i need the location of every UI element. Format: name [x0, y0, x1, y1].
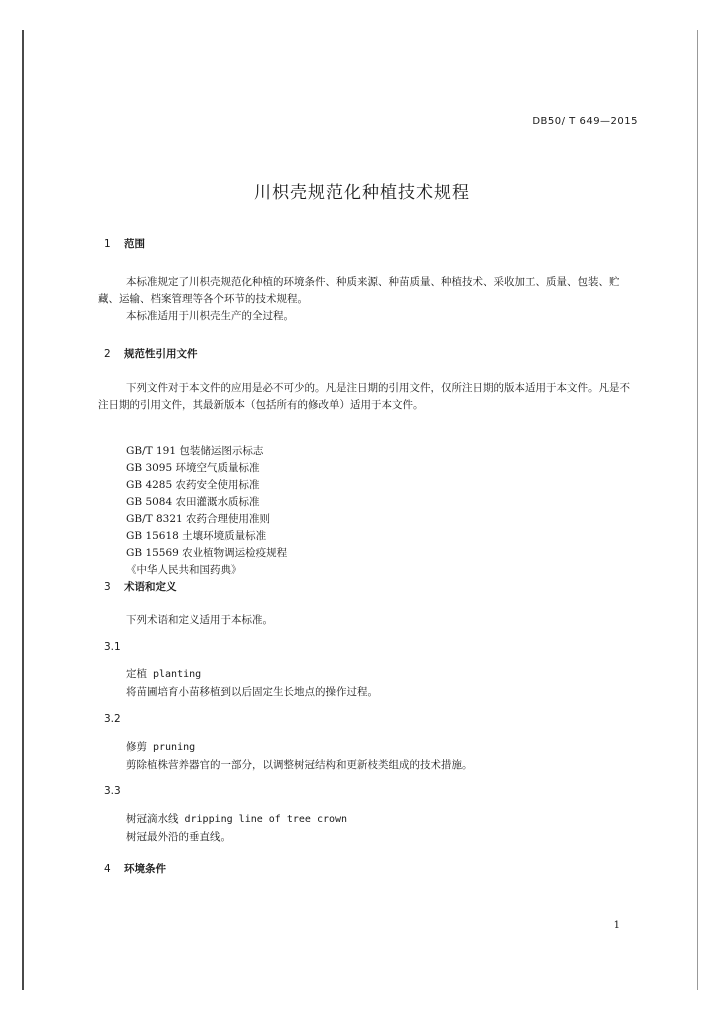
term-zh: 树冠滴水线 — [126, 813, 179, 825]
section-title: 范围 — [124, 238, 145, 250]
section-heading-3 — [104, 579, 177, 594]
section-number: 3 — [104, 581, 111, 593]
standard-code: DB50/ T 649—2015 — [532, 116, 638, 127]
reference-item: GB 4285 农药安全使用标准 — [126, 479, 260, 491]
document-title: 川枳壳规范化种植技术规程 — [254, 183, 470, 203]
clause-number: 3.2 — [104, 713, 121, 725]
reference-item: GB/T 191 包装储运图示标志 — [126, 445, 264, 457]
term-en: pruning — [153, 742, 196, 753]
term-zh: 修剪 — [126, 741, 147, 753]
section-number: 4 — [104, 863, 111, 875]
reference-list — [126, 443, 287, 579]
section-number: 1 — [104, 238, 111, 250]
scan-edge-line — [22, 30, 24, 990]
section-title: 环境条件 — [124, 863, 166, 875]
term-entry — [126, 666, 201, 681]
clause-number: 3.1 — [104, 641, 121, 653]
section-heading-2 — [104, 346, 198, 361]
page-number: 1 — [613, 920, 620, 931]
term-en: planting — [153, 669, 202, 680]
scope-applicability: 本标准适用于川枳壳生产的全过程。 — [126, 310, 294, 322]
term-entry — [126, 811, 347, 826]
section-number: 2 — [104, 348, 111, 360]
reference-item: 《中华人民共和国药典》 — [126, 564, 242, 576]
reference-item: GB/T 8321 农药合理使用准则 — [126, 513, 271, 525]
term-zh: 定植 — [126, 668, 147, 680]
scope-paragraph: 本标准规定了川枳壳规范化种植的环境条件、种质来源、种苗质量、种植技术、采收加工、质量、包装、贮藏、运输、档案管理等各个环节的技术规程。 — [98, 276, 620, 305]
term-definition: 剪除植株营养器官的一部分，以调整树冠结构和更新枝类组成的技术措施。 — [126, 759, 473, 771]
term-entry — [126, 739, 195, 754]
reference-item: GB 15618 土壤环境质量标准 — [126, 530, 267, 542]
scan-edge-line — [697, 30, 698, 990]
section-heading-1 — [104, 236, 145, 251]
term-definition: 树冠最外沿的垂直线。 — [126, 831, 231, 843]
section-heading-4 — [104, 861, 166, 876]
references-intro: 下列文件对于本文件的应用是必不可少的。凡是注日期的引用文件，仅所注日期的版本适用于本文件。凡是不注日期的引用文件，其最新版本（包括所有的修改单）适用于本文件。 — [98, 382, 630, 411]
terms-intro: 下列术语和定义适用于本标准。 — [126, 614, 273, 626]
reference-item: GB 5084 农田灌溉水质标准 — [126, 496, 260, 508]
section-title: 规范性引用文件 — [124, 348, 198, 360]
term-en: dripping line of tree crown — [184, 814, 348, 825]
clause-number: 3.3 — [104, 785, 121, 797]
section-title: 术语和定义 — [124, 581, 177, 593]
term-definition: 将苗圃培育小苗移植到以后固定生长地点的操作过程。 — [126, 686, 378, 698]
reference-item: GB 15569 农业植物调运检疫规程 — [126, 547, 288, 559]
reference-item: GB 3095 环境空气质量标准 — [126, 462, 260, 474]
